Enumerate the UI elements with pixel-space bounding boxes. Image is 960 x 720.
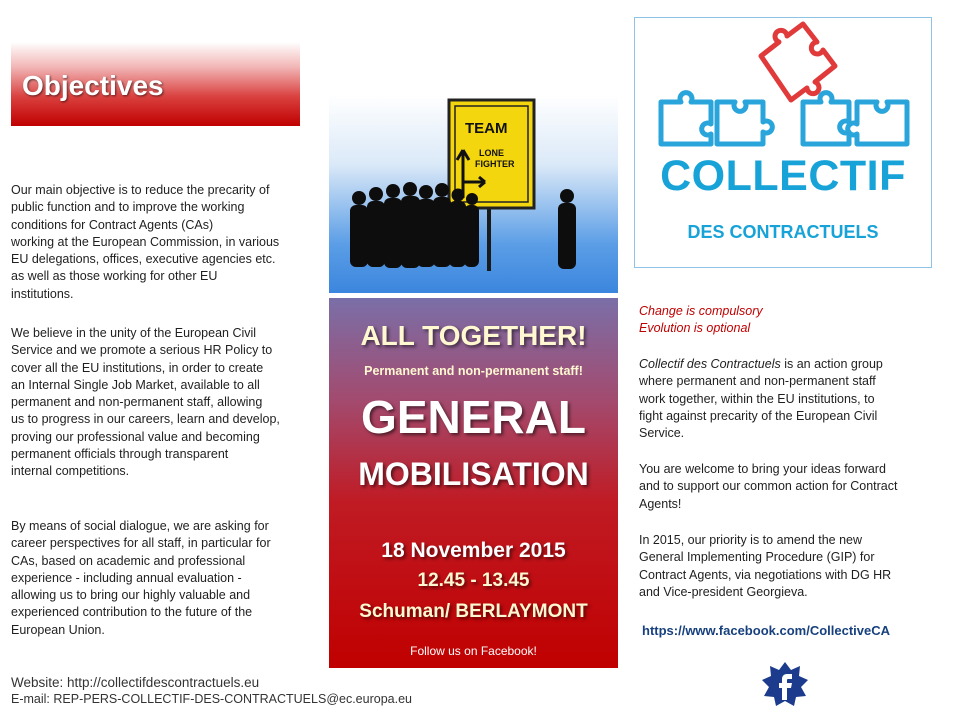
poster-mobilisation: MOBILISATION [358,456,589,492]
sign-fighter-label: FIGHTER [475,159,515,169]
motto-line-1: Change is compulsory [639,304,763,318]
motto [639,303,939,338]
puzzle-logo-icon [635,18,931,148]
objectives-text-3: By means of social dialogue, we are asking for career perspectives for all staff, in particular for CAs, based on academic and professional experience - including annual evaluation - allowing us to bring our highly valuable and experienced contribution to the future of the European Union. [11,519,271,637]
collectif-name: Collectif des Contractuels [639,357,781,371]
right-paragraph-3 [639,532,939,601]
poster-general: GENERAL [361,391,586,443]
right-text-2: You are welcome to bring your ideas forward and to support our common action for Contract Agents! [639,462,898,511]
objectives-paragraph-3 [11,518,311,639]
team-silhouette-illustration [329,95,618,293]
right-text-3: In 2015, our priority is to amend the new General Implementing Procedure (GIP) for Contract Agents, via negotiations with DG HR and Vice-president Georgieva. [639,533,892,599]
right-paragraph-1 [639,356,939,442]
motto-line-2: Evolution is optional [639,321,751,336]
team-lone-fighter-image [329,95,618,293]
sign-team-label: TEAM [465,120,508,137]
poster-place: Schuman/ BERLAYMONT [359,601,588,622]
logo-subtitle: DES CONTRACTUELS [687,222,879,242]
objectives-title: Objectives [22,70,164,101]
poster-date: 18 November 2015 [381,539,566,562]
objectives-text-1: Our main objective is to reduce the precarity of public function and to improve the working conditions for Contract Agents (CAs) working at the European Commission, in various EU delegations, offices, executive agencies etc. as well as those working for other EU institutions. [11,183,280,301]
poster-time: 12.45 - 13.45 [417,570,530,591]
facebook-icon[interactable] [760,660,810,708]
poster-subline: Permanent and non-permanent staff! [364,364,583,378]
right-paragraph-2 [639,461,939,513]
mobilisation-poster [329,298,618,668]
right-text-1: is an action group where permanent and non-permanent staff work together, within the EU institutions, to fight against precarity of the European Civil Service. [639,357,883,441]
poster-follow-facebook: Follow us on Facebook! [410,644,537,658]
website-text[interactable]: Website: http://collectifdescontractuels.eu [11,675,260,690]
facebook-link[interactable]: https://www.facebook.com/CollectiveCA [642,623,891,638]
objectives-paragraph-2 [11,325,311,481]
logo-title: COLLECTIF [660,152,906,200]
sign-lone-label: LONE [479,148,505,158]
email-text[interactable]: E-mail: REP-PERS-COLLECTIF-DES-CONTRACTUELS@ec.europa.eu [11,692,412,706]
poster-headline: ALL TOGETHER! [360,320,587,351]
objectives-paragraph-1 [11,182,311,303]
objectives-text-2: We believe in the unity of the European Civil Service and we promote a serious HR Policy to cover all the EU institutions, in order to create an Internal Single Job Market, available to all permanent and non-permanent staff, allowing us to progress in our careers, learn and develop, proving our professional value and becoming permanent officials through transparent internal competitions. [11,326,280,479]
